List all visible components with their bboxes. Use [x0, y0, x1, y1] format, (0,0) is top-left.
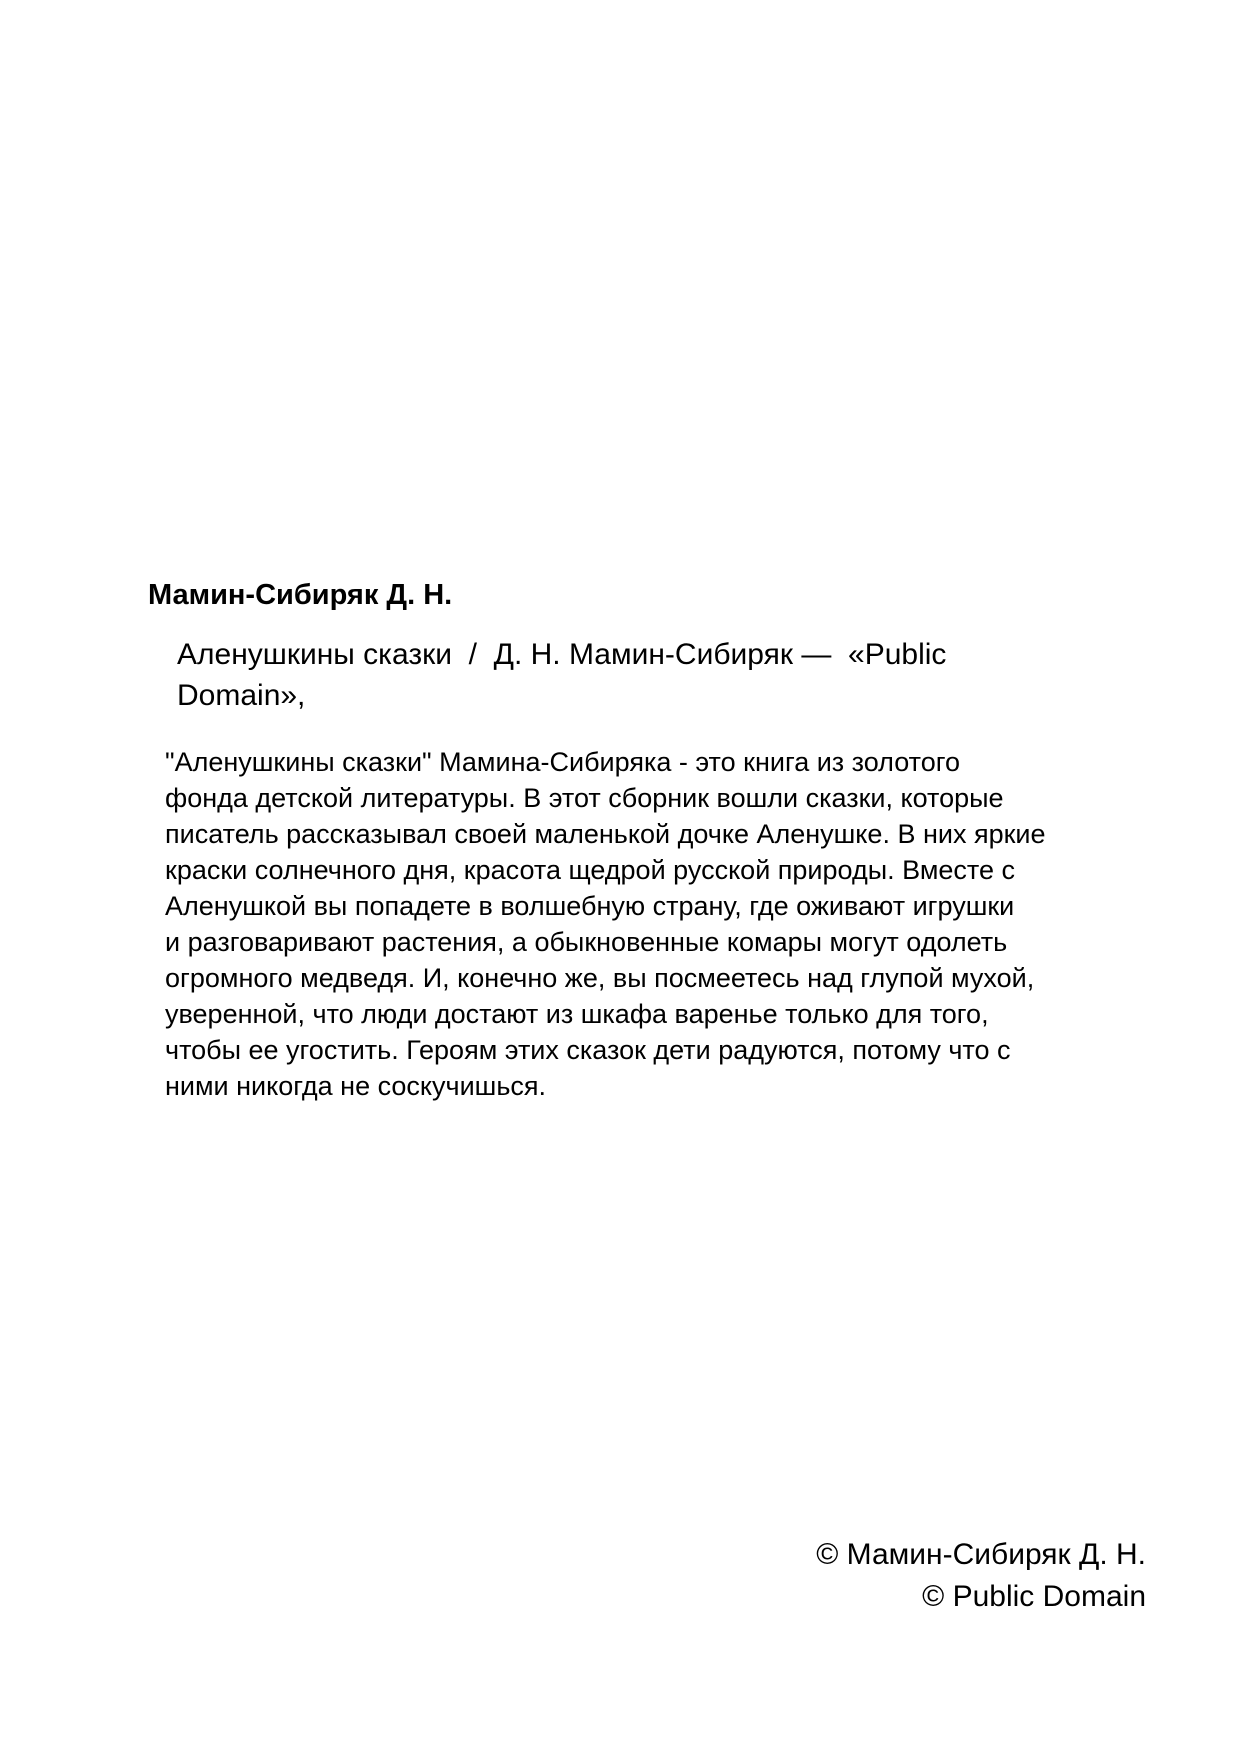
copyright-author: © Мамин-Сибиряк Д. Н. [816, 1538, 1146, 1571]
annotation-line: "Аленушкины сказки" Мамина-Сибиряка - это книга из золотого [165, 747, 961, 777]
citation-publisher-part1: «Public [848, 638, 947, 671]
annotation-line: ними никогда не соскучишься. [165, 1071, 547, 1101]
citation-separator: / [468, 638, 477, 671]
annotation-line: писатель рассказывал своей маленькой дочке Аленушке. В них яркие [165, 819, 1046, 849]
annotation-paragraph [165, 744, 1165, 1104]
annotation-line: огромного медведя. И, конечно же, вы посмеетесь над глупой мухой, [165, 963, 1035, 993]
annotation-line: и разговаривают растения, а обыкновенные комары могут одолеть [165, 927, 1008, 957]
annotation-line: фонда детской литературы. В этот сборник вошли сказки, которые [165, 783, 1004, 813]
bibliographic-citation [177, 634, 1077, 716]
citation-authors: Д. Н. Мамин-Сибиряк [493, 638, 793, 671]
citation-title: Аленушкины сказки [177, 638, 452, 671]
citation-publisher-part2: Domain», [177, 679, 306, 712]
citation-dash: — [801, 638, 832, 671]
author-heading: Мамин-Сибиряк Д. Н. [148, 579, 453, 611]
annotation-line: Аленушкой вы попадете в волшебную страну, где оживают игрушки [165, 891, 1015, 921]
copyright-publisher: © Public Domain [922, 1580, 1146, 1613]
annotation-line: уверенной, что люди достают из шкафа варенье только для того, [165, 999, 989, 1029]
annotation-line: чтобы ее угостить. Героям этих сказок дети радуются, потому что с [165, 1035, 1011, 1065]
copyright-block [816, 1534, 1146, 1618]
annotation-line: краски солнечного дня, красота щедрой русской природы. Вместе с [165, 855, 1015, 885]
